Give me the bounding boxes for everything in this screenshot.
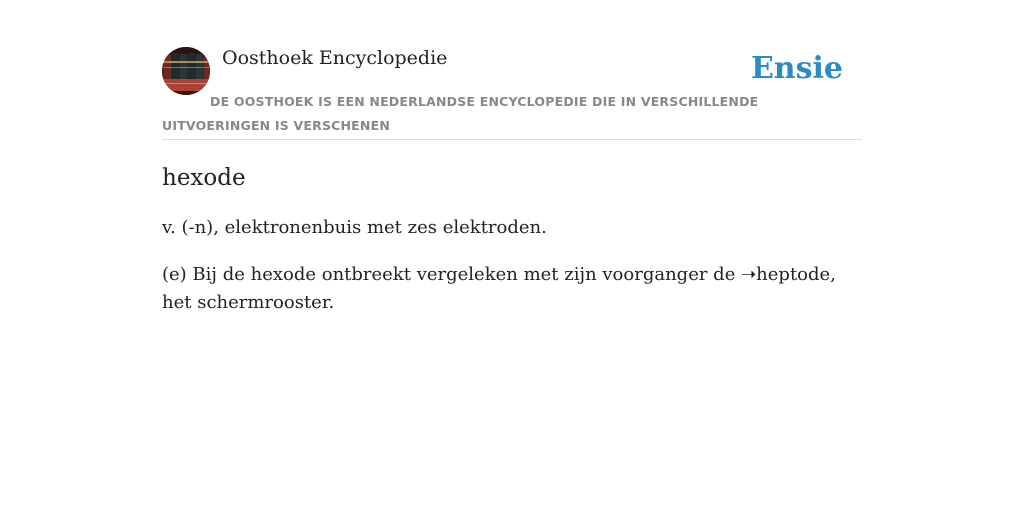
body-text-end: , het schermrooster.: [162, 264, 836, 313]
encyclopedia-books-icon[interactable]: [162, 47, 210, 95]
article-content: [162, 140, 862, 317]
article-container: [162, 46, 862, 336]
body-paragraph: [162, 261, 862, 317]
cross-reference-label: heptode: [756, 264, 831, 285]
body-text-start: (e) Bij de hexode ontbreekt vergeleken met zijn voorganger de: [162, 264, 742, 285]
source-header: [162, 46, 862, 140]
source-description: DE OOSTHOEK IS EEN NEDERLANDSE ENCYCLOPEDIE DIE IN VERSCHILLENDE UITVOERINGEN IS VERSCHENEN: [162, 94, 759, 133]
source-title-link[interactable]: Oosthoek Encyclopedie: [222, 47, 448, 69]
ensie-logo-link[interactable]: Ensie: [750, 51, 843, 86]
arrow-right-icon: ➝: [741, 264, 757, 285]
term-heading: hexode: [162, 165, 246, 191]
definition-text: v. (-n), elektronenbuis met zes elektroden.: [162, 217, 547, 238]
heptode-cross-reference-link[interactable]: [741, 264, 830, 285]
